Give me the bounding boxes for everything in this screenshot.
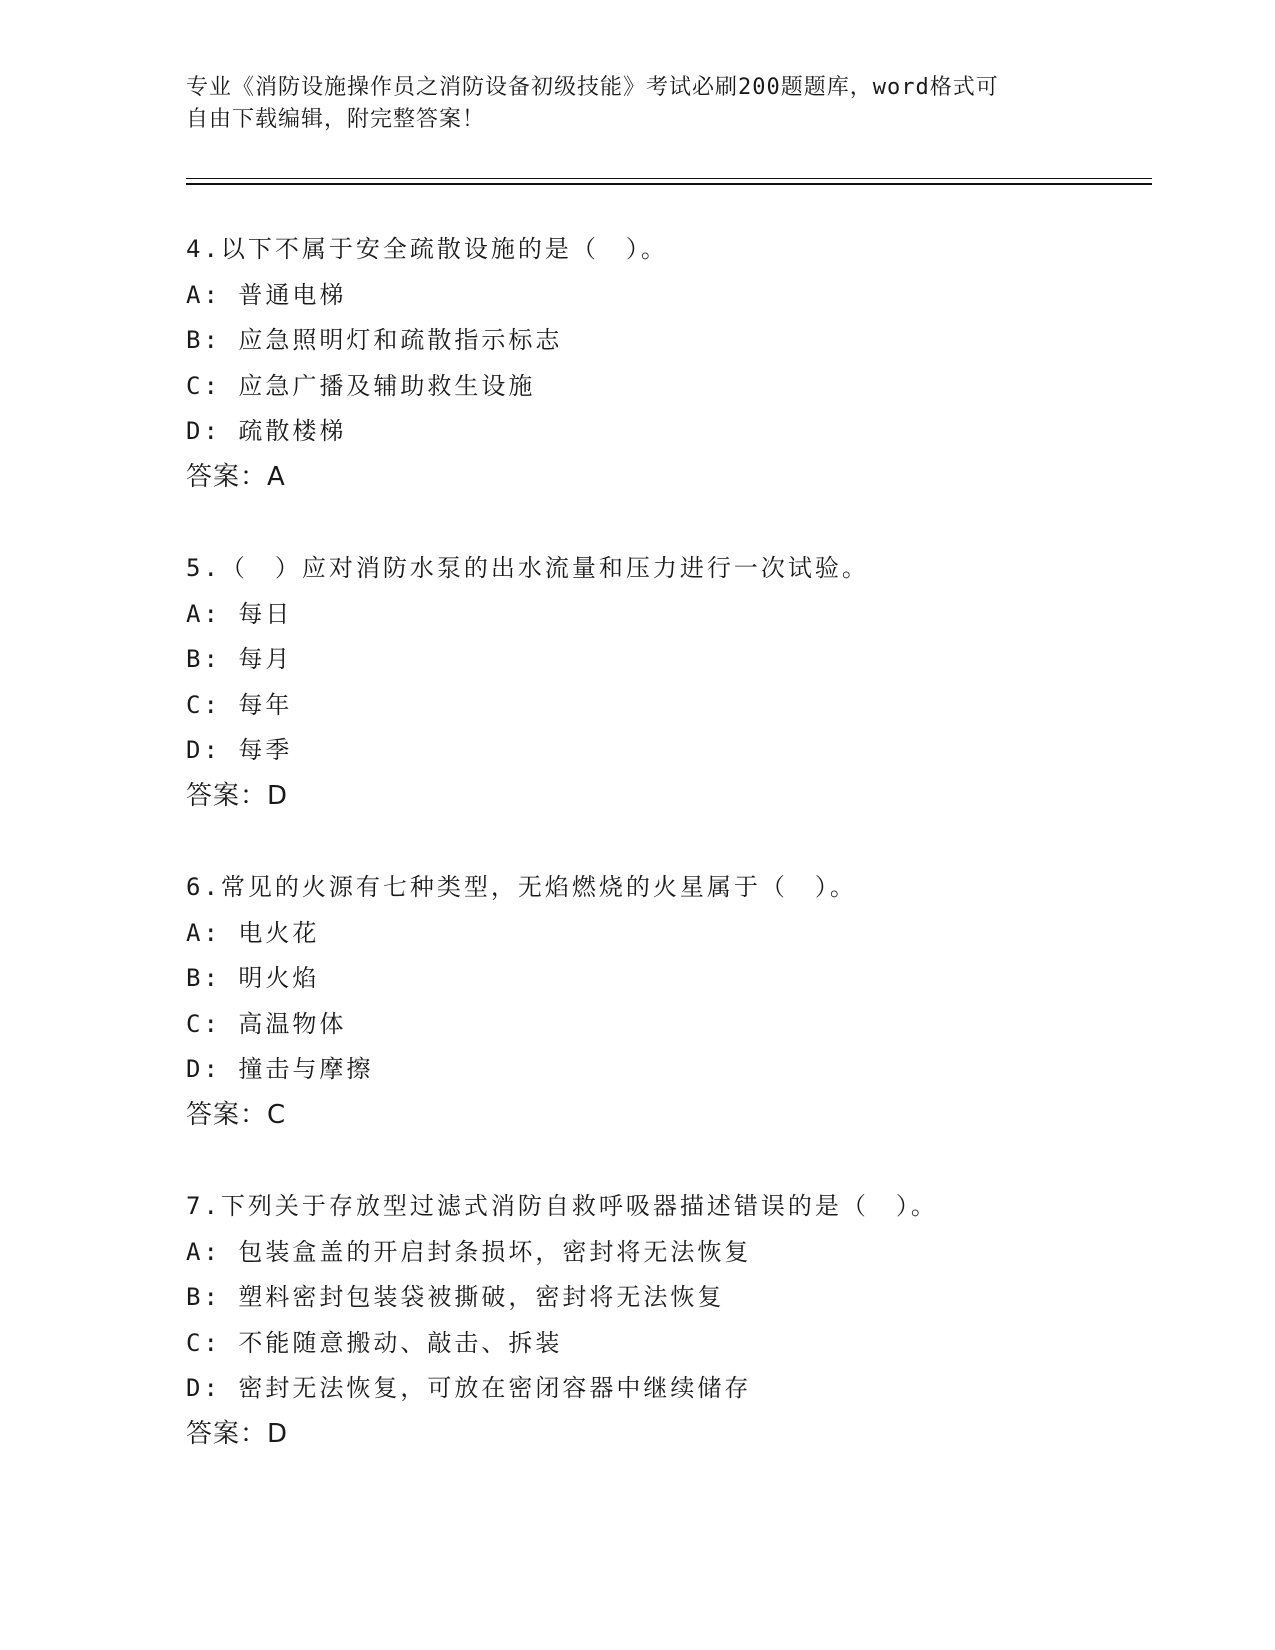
option-c: C: 应急广播及辅助救生设施 <box>186 371 536 400</box>
question-stem: 7.下列关于存放型过滤式消防自救呼吸器描述错误的是（ ）。 <box>186 1192 938 1220</box>
option-b: B: 应急照明灯和疏散指示标志 <box>186 326 563 354</box>
option-d: D: 每季 <box>186 736 293 764</box>
question-4 <box>186 227 1146 500</box>
answer: 答案：D <box>186 1418 289 1449</box>
option-d: D: 密封无法恢复，可放在密闭容器中继续储存 <box>186 1374 752 1402</box>
question-7 <box>186 1184 1146 1457</box>
question-5 <box>186 546 1146 819</box>
question-stem: 4.以下不属于安全疏散设施的是（ ）。 <box>186 235 668 263</box>
answer: 答案：A <box>186 461 286 492</box>
question-stem: 5.（ ）应对消防水泵的出水流量和压力进行一次试验。 <box>186 554 869 582</box>
option-a: A: 每日 <box>186 599 293 628</box>
option-c: C: 不能随意搬动、敲击、拆装 <box>186 1328 563 1357</box>
header-divider-top <box>186 178 1152 179</box>
option-d: D: 疏散楼梯 <box>186 417 347 445</box>
question-stem: 6.常见的火源有七种类型，无焰燃烧的火星属于（ ）。 <box>186 873 857 901</box>
option-d: D: 撞击与摩擦 <box>186 1055 374 1083</box>
header-line-2: 自由下载编辑，附完整答案！ <box>186 107 486 132</box>
option-b: B: 每月 <box>186 645 293 673</box>
option-a: A: 普通电梯 <box>186 280 347 309</box>
option-c: C: 每年 <box>186 690 293 719</box>
question-6 <box>186 865 1146 1138</box>
header-divider-bottom <box>186 183 1152 185</box>
option-c: C: 高温物体 <box>186 1009 347 1038</box>
header-line-1: 专业《消防设施操作员之消防设备初级技能》考试必刷200题题库，word格式可 <box>186 75 999 100</box>
answer: 答案：C <box>186 1099 287 1130</box>
option-a: A: 包装盒盖的开启封条损坏，密封将无法恢复 <box>186 1237 752 1266</box>
option-b: B: 塑料密封包装袋被撕破，密封将无法恢复 <box>186 1283 725 1311</box>
document-header <box>186 72 1086 136</box>
answer: 答案：D <box>186 780 289 811</box>
option-a: A: 电火花 <box>186 918 320 947</box>
option-b: B: 明火焰 <box>186 964 320 992</box>
